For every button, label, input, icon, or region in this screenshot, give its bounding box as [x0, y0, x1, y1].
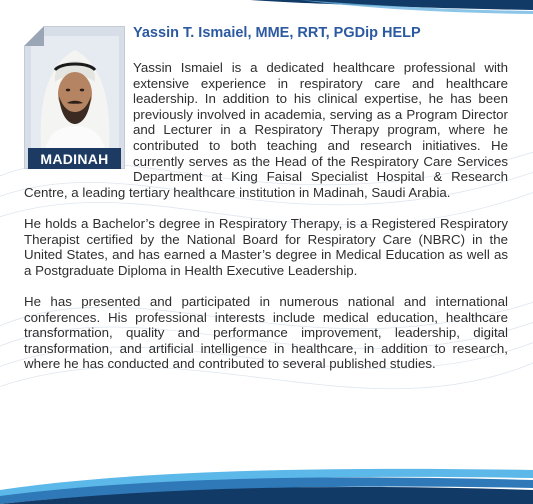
bio-paragraph-2: He holds a Bachelor’s degree in Respiratory Therapy, is a Registered Respiratory Therapist certified by the National Board for Respiratory Care (NBRC) in the United States, and has earned a Master’s degree in Medical Education as well as a Postgraduate Diploma in Health Executive Leadership. [24, 215, 508, 278]
page-fold-corner-icon [24, 26, 44, 46]
bio-paragraph-3: He has presented and participated in numerous national and international conferences. His professional interests include medical education, healthcare transformation, quality and performance improvement, leadership, digital transformation, and artificial intelligence in healthcare, in addition to research, where he has conducted and contributed to several published studies. [24, 293, 508, 372]
speaker-name-heading: Yassin T. Ismaiel, MME, RRT, PGDip HELP [133, 25, 421, 41]
photo-wrap-spacer [24, 60, 133, 172]
speaker-bio [24, 60, 508, 372]
city-badge: MADINAH [28, 148, 121, 169]
bio-paragraph-1: Yassin Ismaiel is a dedicated healthcare professional with extensive experience in respiratory care and healthcare leadership. In addition to his clinical expertise, he has been previously involved in academia, serving as a Program Director and Lecturer in a Respiratory Therapy program, where he contributed to both teaching and research initiatives. He currently serves as the Head of the Respiratory Care Services Department at King Faisal Specialist Hospital & Research Centre, a leading tertiary healthcare institution in Madinah, Saudi Arabia. [24, 60, 508, 200]
